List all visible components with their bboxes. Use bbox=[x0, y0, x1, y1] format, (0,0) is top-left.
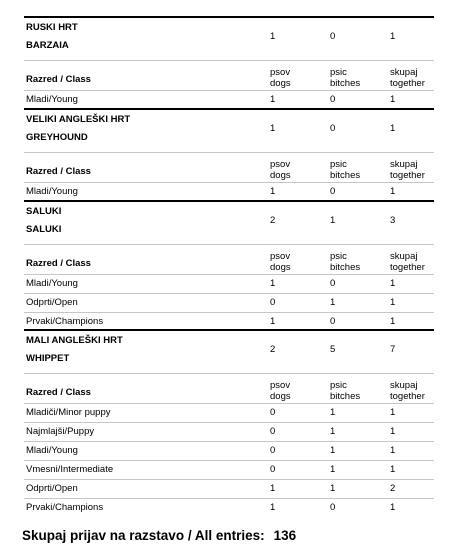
class-count-dogs: 1 bbox=[270, 502, 276, 513]
class-name: Vmesni/Intermediate bbox=[26, 464, 114, 475]
class-count-bitches: 1 bbox=[330, 483, 336, 494]
class-count-together: 1 bbox=[390, 502, 396, 513]
header-dogs-local: psov bbox=[270, 67, 291, 78]
total-label: Skupaj prijav na razstavo / All entries: bbox=[22, 528, 265, 543]
breed-top-rule bbox=[24, 108, 434, 110]
class-count-together: 1 bbox=[390, 94, 396, 105]
breed-name-local: SALUKI bbox=[26, 206, 62, 217]
breed-total-dogs: 2 bbox=[270, 344, 276, 355]
header-together-english: together bbox=[390, 262, 425, 273]
breed-total-dogs: 1 bbox=[270, 31, 276, 42]
class-header-label: Razred / Class bbox=[26, 258, 91, 269]
class-name: Najmlajši/Puppy bbox=[26, 426, 95, 437]
breed-name-local: VELIKI ANGLEŠKI HRT bbox=[26, 114, 131, 125]
header-together-english: together bbox=[390, 78, 425, 89]
class-count-bitches: 1 bbox=[330, 464, 336, 475]
header-bitches-local: psic bbox=[330, 159, 347, 170]
header-dogs-local: psov bbox=[270, 251, 291, 262]
breed-total-together: 1 bbox=[390, 31, 396, 42]
header-bitches-english: bitches bbox=[330, 170, 361, 181]
class-count-dogs: 1 bbox=[270, 483, 276, 494]
class-name: Mladiči/Minor puppy bbox=[26, 407, 111, 418]
breed-total-bitches: 1 bbox=[330, 215, 336, 226]
class-count-bitches: 1 bbox=[330, 426, 336, 437]
breed-name-english: GREYHOUND bbox=[26, 132, 88, 143]
class-count-together: 1 bbox=[390, 407, 396, 418]
class-name: Odprti/Open bbox=[26, 297, 78, 308]
class-count-dogs: 0 bbox=[270, 464, 276, 475]
class-count-dogs: 1 bbox=[270, 316, 276, 327]
row-divider bbox=[24, 244, 434, 245]
class-name: Prvaki/Champions bbox=[26, 502, 104, 513]
class-name: Prvaki/Champions bbox=[26, 316, 104, 327]
class-count-dogs: 1 bbox=[270, 94, 276, 105]
class-header bbox=[24, 248, 434, 274]
class-count-dogs: 1 bbox=[270, 278, 276, 289]
row-divider bbox=[24, 373, 434, 374]
class-row bbox=[24, 90, 434, 109]
class-count-together: 1 bbox=[390, 316, 396, 327]
breed-total-together: 1 bbox=[390, 123, 396, 134]
class-count-dogs: 1 bbox=[270, 186, 276, 197]
class-header-label: Razred / Class bbox=[26, 387, 91, 398]
header-dogs bbox=[270, 251, 291, 273]
class-name: Odprti/Open bbox=[26, 483, 78, 494]
header-dogs bbox=[270, 159, 291, 181]
breed-top-rule bbox=[24, 16, 434, 18]
breed-name-local: RUSKI HRT bbox=[26, 22, 78, 33]
header-dogs-local: psov bbox=[270, 380, 291, 391]
class-row bbox=[24, 460, 434, 479]
class-name: Mladi/Young bbox=[26, 445, 78, 456]
header-dogs-english: dogs bbox=[270, 78, 291, 89]
header-dogs-english: dogs bbox=[270, 262, 291, 273]
class-count-bitches: 0 bbox=[330, 94, 336, 105]
breed-total-bitches: 0 bbox=[330, 123, 336, 134]
header-together-local: skupaj bbox=[390, 380, 418, 391]
header-together-english: together bbox=[390, 391, 425, 402]
header-dogs bbox=[270, 67, 291, 89]
total-value: 136 bbox=[273, 528, 297, 543]
header-together bbox=[390, 159, 425, 181]
class-name: Mladi/Young bbox=[26, 278, 78, 289]
header-dogs-english: dogs bbox=[270, 391, 291, 402]
header-together bbox=[390, 251, 425, 273]
breed-total-dogs: 1 bbox=[270, 123, 276, 134]
class-count-together: 1 bbox=[390, 278, 396, 289]
class-count-bitches: 1 bbox=[330, 297, 336, 308]
header-together bbox=[390, 67, 425, 89]
class-count-together: 1 bbox=[390, 426, 396, 437]
header-dogs-english: dogs bbox=[270, 170, 291, 181]
class-count-together: 1 bbox=[390, 464, 396, 475]
header-bitches-english: bitches bbox=[330, 262, 361, 273]
header-bitches-english: bitches bbox=[330, 78, 361, 89]
class-header bbox=[24, 156, 434, 182]
breed-total-bitches: 0 bbox=[330, 31, 336, 42]
class-count-together: 2 bbox=[390, 483, 396, 494]
class-row bbox=[24, 498, 434, 517]
row-divider bbox=[24, 152, 434, 153]
breed-total-together: 3 bbox=[390, 215, 396, 226]
class-count-dogs: 0 bbox=[270, 407, 276, 418]
row-divider bbox=[24, 60, 434, 61]
header-together-local: skupaj bbox=[390, 67, 418, 78]
header-dogs bbox=[270, 380, 291, 402]
total-entries bbox=[22, 528, 296, 543]
class-row bbox=[24, 441, 434, 460]
breed-name-english: BARZAIA bbox=[26, 40, 69, 51]
header-bitches-english: bitches bbox=[330, 391, 361, 402]
class-row bbox=[24, 422, 434, 441]
class-count-bitches: 1 bbox=[330, 407, 336, 418]
header-together-local: skupaj bbox=[390, 159, 418, 170]
class-count-together: 1 bbox=[390, 297, 396, 308]
class-name: Mladi/Young bbox=[26, 186, 78, 197]
class-count-bitches: 1 bbox=[330, 445, 336, 456]
header-bitches-local: psic bbox=[330, 380, 347, 391]
class-row bbox=[24, 293, 434, 312]
header-together-english: together bbox=[390, 170, 425, 181]
breed-name-english: WHIPPET bbox=[26, 353, 70, 364]
class-count-together: 1 bbox=[390, 186, 396, 197]
class-header-label: Razred / Class bbox=[26, 74, 91, 85]
breed-name-local: MALI ANGLEŠKI HRT bbox=[26, 335, 123, 346]
class-count-together: 1 bbox=[390, 445, 396, 456]
breed-top-rule bbox=[24, 200, 434, 202]
header-together-local: skupaj bbox=[390, 251, 418, 262]
class-count-dogs: 0 bbox=[270, 445, 276, 456]
class-count-bitches: 0 bbox=[330, 316, 336, 327]
header-bitches bbox=[330, 251, 360, 273]
breed-total-together: 7 bbox=[390, 344, 396, 355]
header-dogs-local: psov bbox=[270, 159, 291, 170]
class-count-bitches: 0 bbox=[330, 278, 336, 289]
header-bitches bbox=[330, 159, 360, 181]
header-bitches bbox=[330, 67, 360, 89]
class-count-bitches: 0 bbox=[330, 186, 336, 197]
class-header bbox=[24, 64, 434, 90]
class-header bbox=[24, 377, 434, 403]
class-row bbox=[24, 274, 434, 293]
breed-name-english: SALUKI bbox=[26, 224, 62, 235]
header-together bbox=[390, 380, 425, 402]
breed-total-bitches: 5 bbox=[330, 344, 336, 355]
class-row bbox=[24, 182, 434, 201]
header-bitches-local: psic bbox=[330, 67, 347, 78]
header-bitches bbox=[330, 380, 360, 402]
class-count-dogs: 0 bbox=[270, 426, 276, 437]
header-bitches-local: psic bbox=[330, 251, 347, 262]
class-row bbox=[24, 403, 434, 422]
breed-top-rule bbox=[24, 329, 434, 331]
class-name: Mladi/Young bbox=[26, 94, 78, 105]
class-count-bitches: 0 bbox=[330, 502, 336, 513]
class-header-label: Razred / Class bbox=[26, 166, 91, 177]
class-count-dogs: 0 bbox=[270, 297, 276, 308]
breed-total-dogs: 2 bbox=[270, 215, 276, 226]
class-row bbox=[24, 479, 434, 498]
